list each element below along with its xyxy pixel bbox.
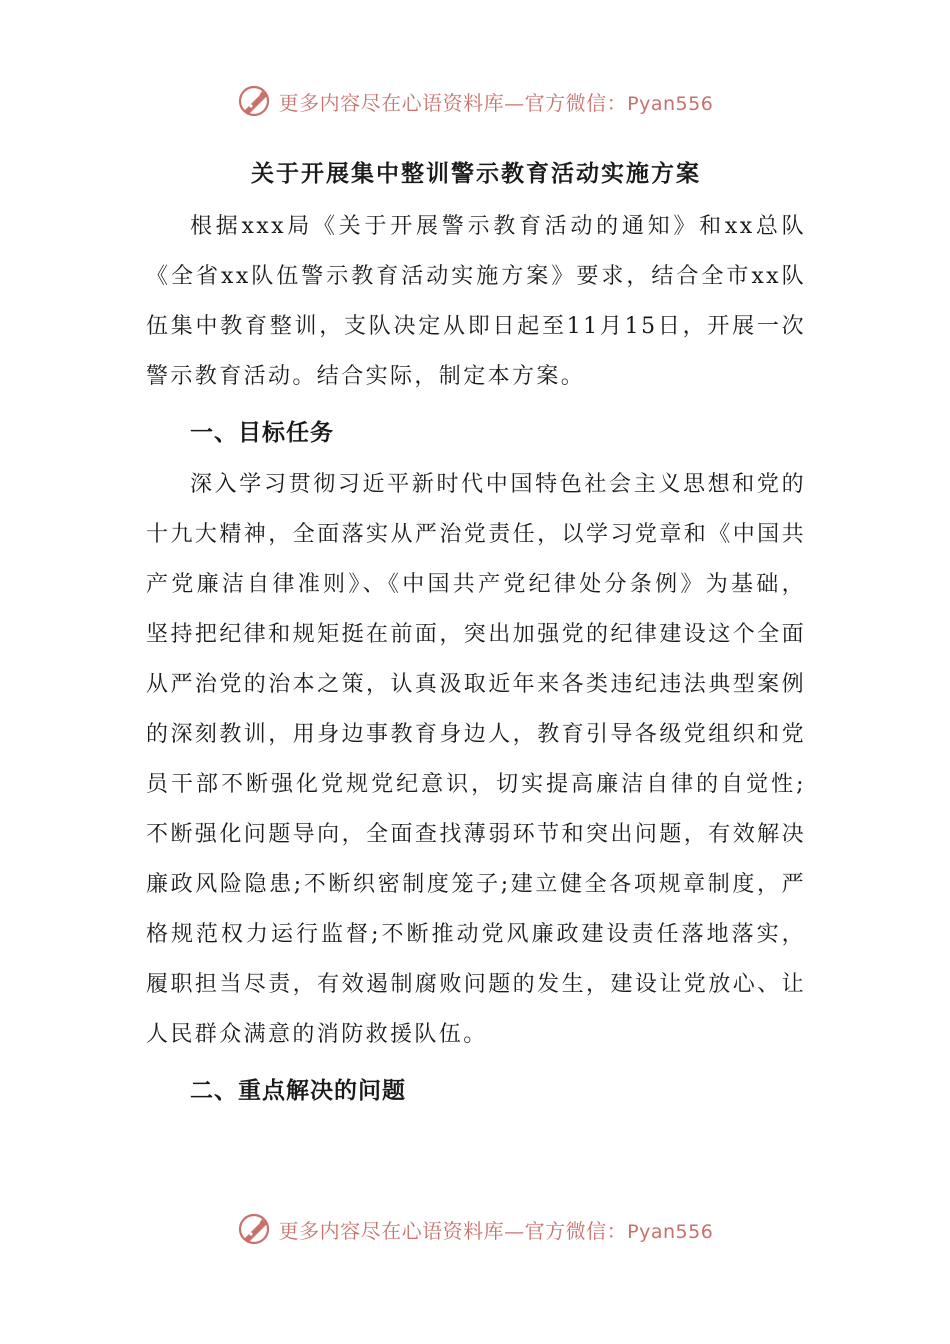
watermark-text: 更多内容尽在心语资料库—官方微信：Pyan556 [278, 90, 714, 115]
pen-nib-circle-icon [237, 84, 271, 118]
section-heading-key-issues: 二、重点解决的问题 [190, 1077, 406, 1104]
section-body-goals: 深入学习贯彻习近平新时代中国特色社会主义思想和党的十九大精神，全面落实从严治党责任，以学习党章和《中国共产党廉洁自律准则》、《中国共产党纪律处分条例》为基础，坚持把纪律和规矩挺在前面，突出加强党的纪律建设这个全面从严治党的治本之策，认真汲取近年来各类违纪违法典型案例的深刻教训，用身边事教育身边人，教育引导各级党组织和党员干部不断强化党规党纪意识，切实提高廉洁自律的自觉性;不断强化问题导向，全面查找薄弱环节和突出问题，有效解决廉政风险隐患;不断织密制度笼子;建立健全各项规章制度，严格规范权力运行监督;不断推动党风廉政建设责任落地落实，履职担当尽责，有效遏制腐败问题的发生，建设让党放心、让人民群众满意的消防救援队伍。 [146, 472, 806, 1047]
pen-nib-circle-icon [237, 1212, 271, 1246]
watermark-banner-top [0, 84, 950, 118]
section-heading-goals: 一、目标任务 [190, 419, 334, 446]
watermark-banner-bottom [0, 1212, 950, 1246]
document-title: 关于开展集中整训警示教育活动实施方案 [251, 160, 701, 187]
document-body [146, 152, 806, 1118]
intro-paragraph: 根据xxx局《关于开展警示教育活动的通知》和xx总队《全省xx队伍警示教育活动实施方案》要求，结合全市xx队伍集中教育整训，支队决定从即日起至11月15日，开展一次警示教育活动。结合实际，制定本方案。 [146, 214, 806, 389]
watermark-text: 更多内容尽在心语资料库—官方微信：Pyan556 [278, 1218, 714, 1243]
